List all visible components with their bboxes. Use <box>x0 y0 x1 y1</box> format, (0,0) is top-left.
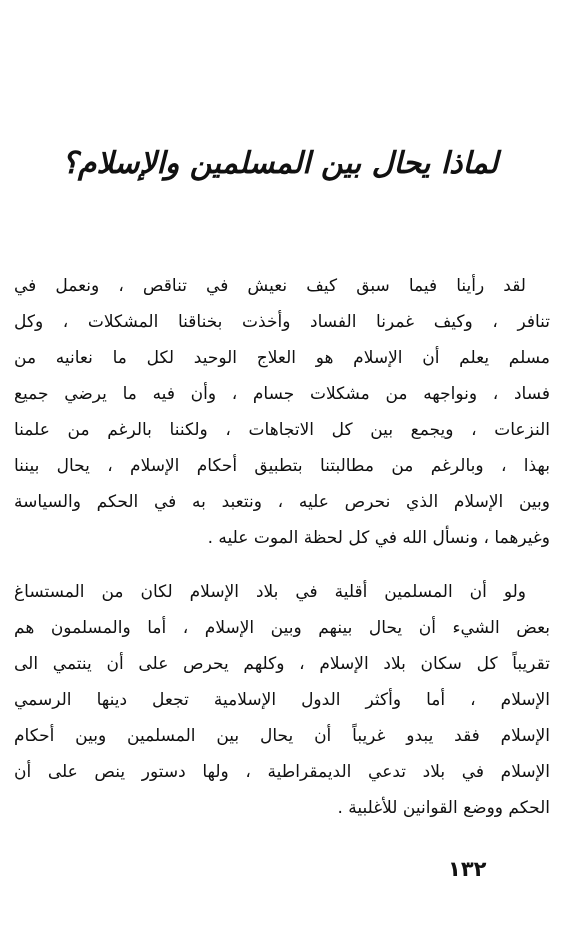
text-line: لقد رأينا فيما سبق كيف نعيش في تناقص ، ونعمل في <box>14 276 526 296</box>
text-line: مسلم يعلم أن الإسلام هو العلاج الوحيد لكل ما نعانيه من <box>14 348 550 368</box>
text-line: تنافر ، وكيف غمرنا الفساد وأخذت بخناقنا المشكلات ، وكل <box>14 312 550 332</box>
page-number: ١٣٢ <box>448 857 487 881</box>
text-line: الإسلام في بلاد تدعي الديمقراطية ، ولها دستور ينص على أن <box>14 762 550 782</box>
text-line: بعض الشيء أن يحال بينهم وبين الإسلام ، أما والمسلمون هم <box>14 618 550 638</box>
text-line: فساد ، ونواجهه من مشكلات جسام ، وأن فيه ما يرضي جميع <box>14 384 550 404</box>
text-line: الإسلام فقد يبدو غريباً أن يحال بين المسلمين وبين أحكام <box>14 726 550 746</box>
text-line: النزعات ، ويجمع بين كل الاتجاهات ، ولكننا بالرغم من علمنا <box>14 420 550 440</box>
text-line: وغيرهما ، ونسأل الله في كل لحظة الموت عليه . <box>207 528 550 548</box>
paragraph-2 <box>14 574 550 826</box>
text-line: وبين الإسلام الذي نحرص عليه ، ونتعبد به في الحكم والسياسة <box>14 492 550 512</box>
text-line: تقريباً كل سكان بلاد الإسلام ، وكلهم يحرص على أن ينتمي الى <box>14 654 550 674</box>
chapter-title: لماذا يحال بين المسلمين والإسلام؟ <box>61 146 499 181</box>
text-line: الإسلام ، أما وأكثر الدول الإسلامية تجعل دينها الرسمي <box>14 690 550 710</box>
text-line: ولو أن المسلمين أقلية في بلاد الإسلام لكان من المستساغ <box>14 582 526 602</box>
text-line: بهذا ، وبالرغم من مطالبتنا بتطبيق أحكام الإسلام ، يحال بيننا <box>14 456 550 476</box>
text-line: الحكم ووضع القوانين للأغلبية . <box>337 798 550 818</box>
paragraph-1 <box>14 268 550 556</box>
